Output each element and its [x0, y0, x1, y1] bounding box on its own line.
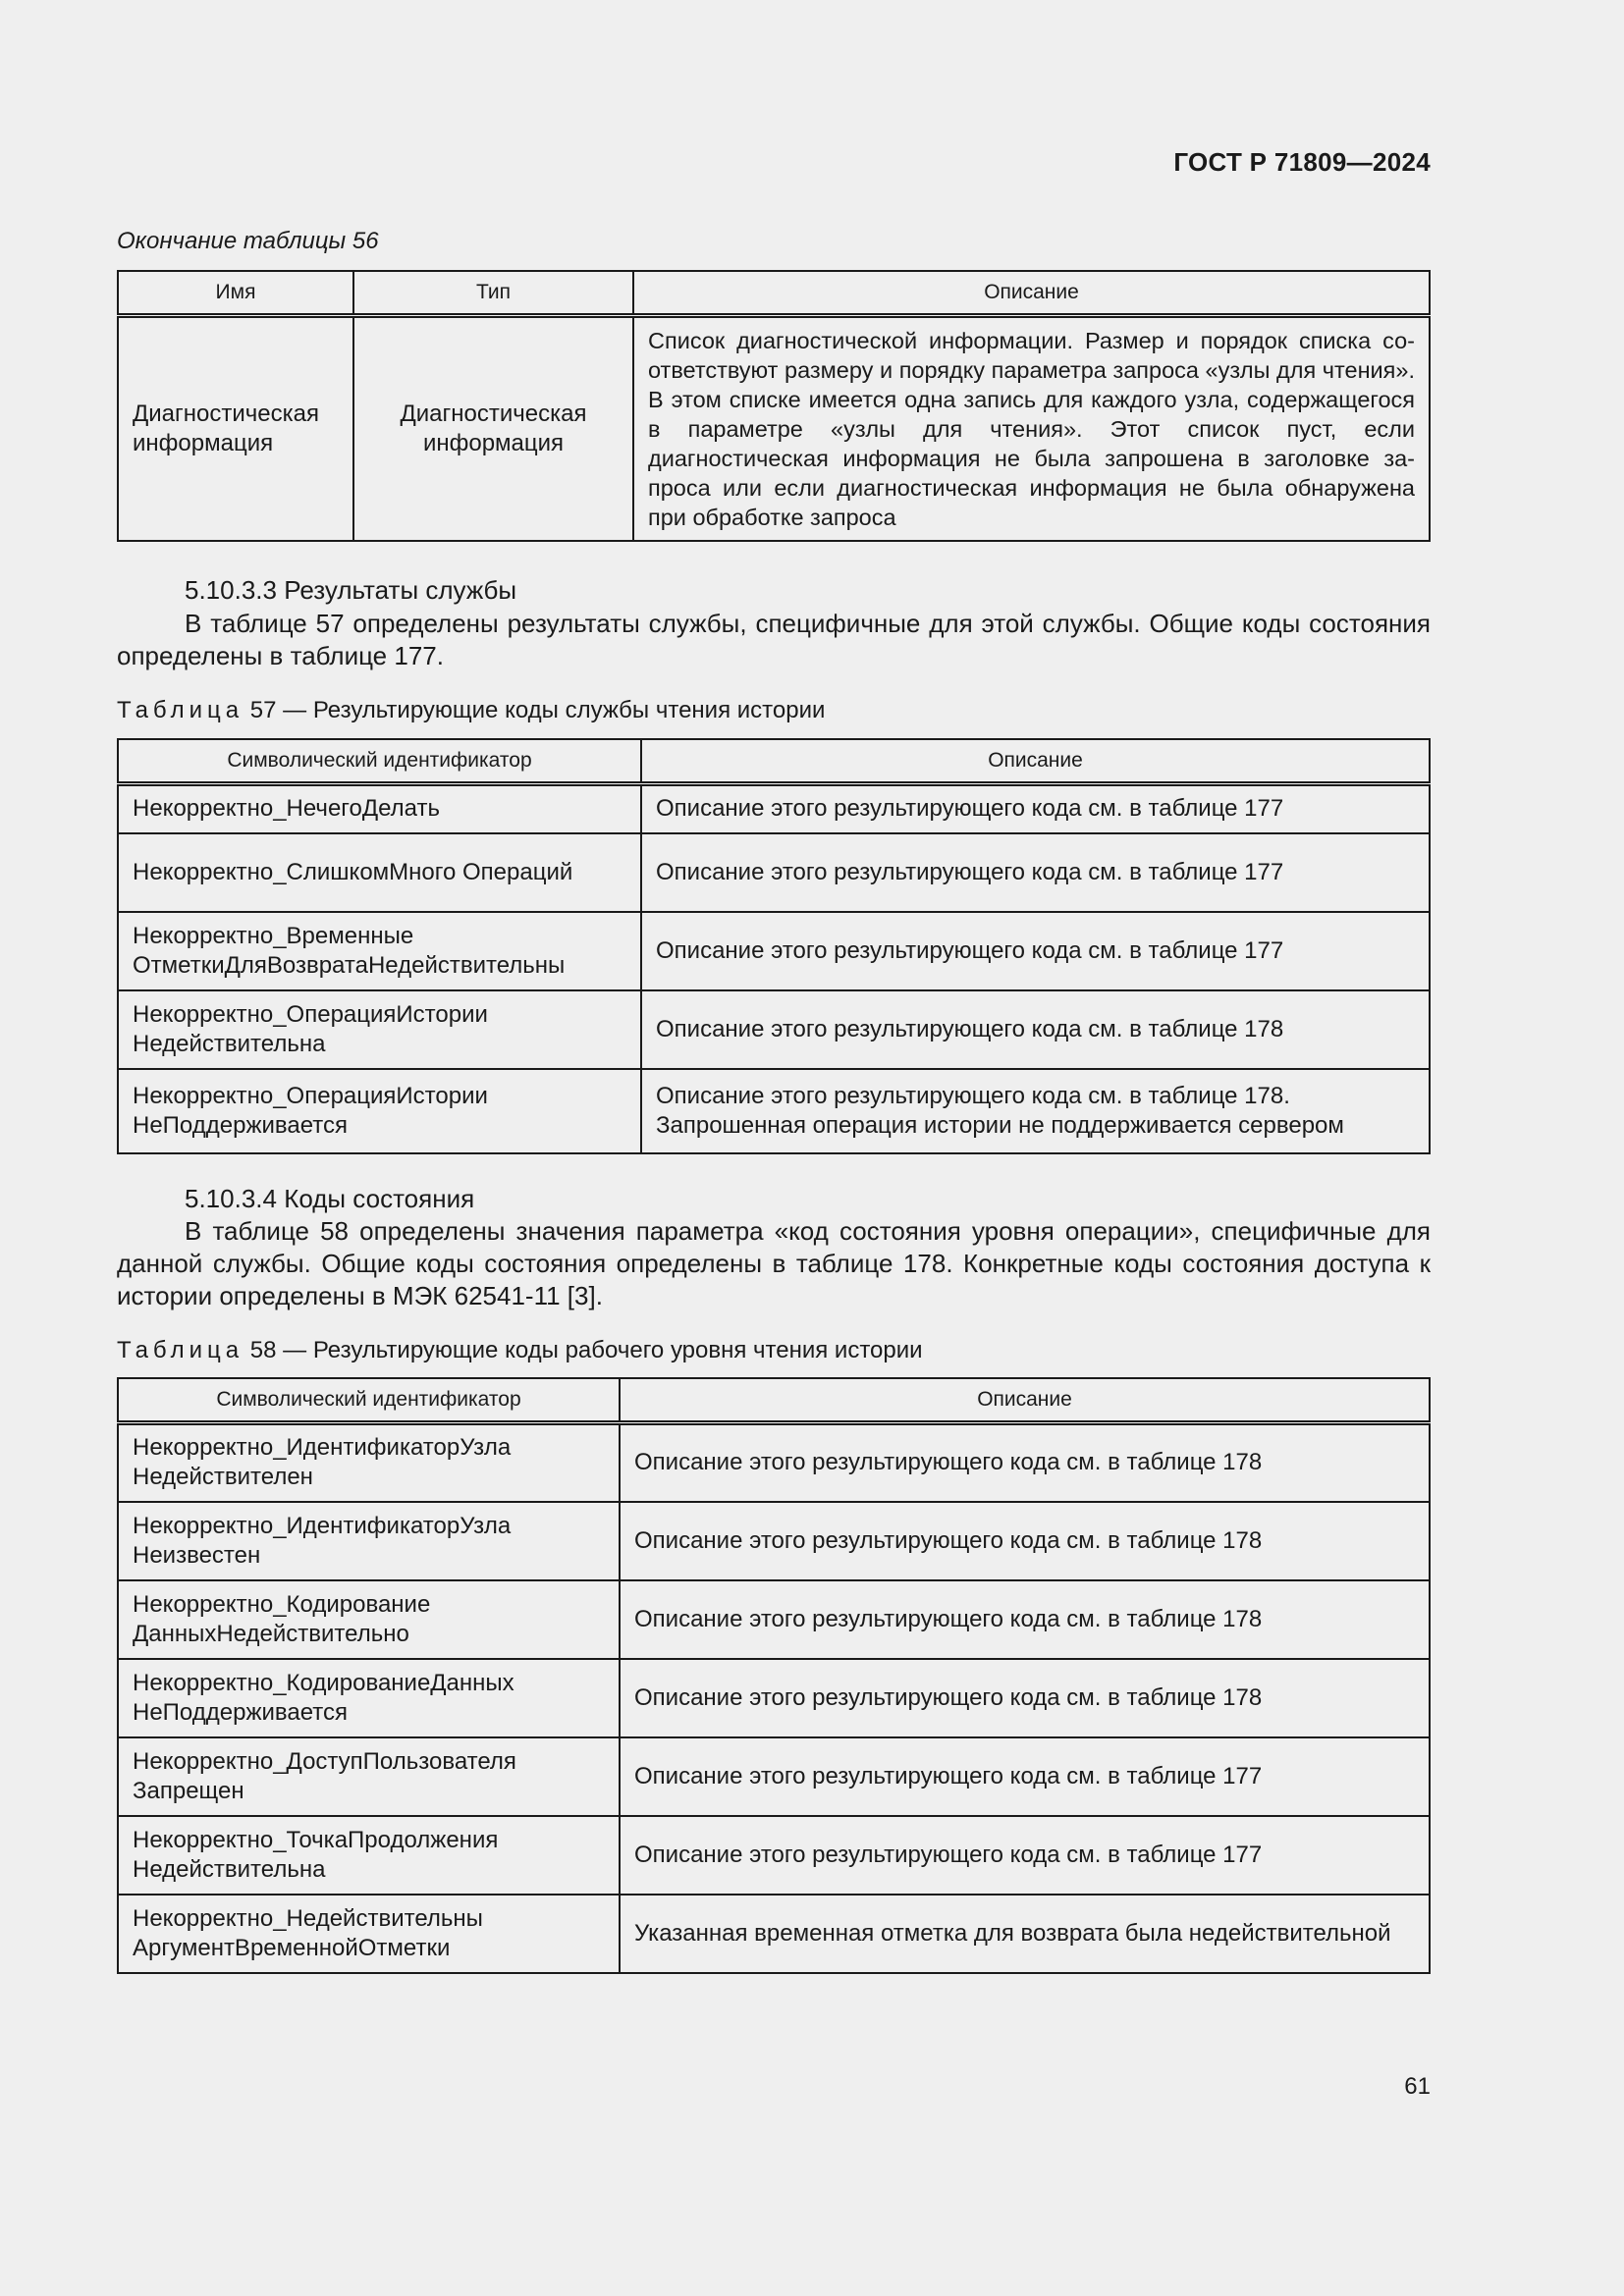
caption-label: Таблица: [117, 1337, 244, 1363]
table-row: [118, 1816, 1430, 1895]
column-header-identifier: Символический идентификатор: [118, 739, 641, 784]
section-heading-5-10-3-4: 5.10.3.4 Коды состояния: [185, 1184, 475, 1213]
table-row: [118, 833, 1430, 912]
table-row: [118, 990, 1430, 1069]
cell-identifier: Некорректно_Кодирование ДанныхНедействительно: [118, 1580, 620, 1659]
table-row: [118, 316, 1430, 542]
cell-description: Описание этого результирующего кода см. в таблице 178: [620, 1502, 1430, 1580]
cell-name: Диагностическая информация: [118, 316, 353, 542]
cell-description: Описание этого результирующего кода см. в таблице 178: [620, 1659, 1430, 1737]
cell-identifier: Некорректно_ОперацияИстории Недействительна: [118, 990, 641, 1069]
table-row: [118, 1737, 1430, 1816]
table-row: [118, 1423, 1430, 1502]
table-row: [118, 1069, 1430, 1153]
column-header-name: Имя: [118, 271, 353, 316]
table-header-row: [118, 1378, 1430, 1423]
cell-description: Описание этого результирующего кода см. в таблице 178: [641, 990, 1430, 1069]
column-header-description: Описание: [633, 271, 1430, 316]
cell-identifier: Некорректно_ДоступПользователя Запрещен: [118, 1737, 620, 1816]
column-header-identifier: Символический идентификатор: [118, 1378, 620, 1423]
table-56: [117, 270, 1431, 542]
table-row: [118, 1895, 1430, 1973]
cell-description: Указанная временная отметка для возврата была недействительной: [620, 1895, 1430, 1973]
table-header-row: [118, 271, 1430, 316]
table58-caption: [117, 1337, 923, 1364]
table-row: [118, 912, 1430, 990]
table-header-row: [118, 739, 1430, 784]
section-paragraph-5-10-3-4: В таблице 58 определены значения параметра «код состояния уровня операции», специфичные для данной службы. Общие коды состояния определены в таблице 178. Конкретные коды состояния доступа к истории определены в МЭК 62541-11 [3].: [117, 1216, 1431, 1310]
caption-text: 58 — Результирующие коды рабочего уровня чтения истории: [249, 1337, 923, 1363]
section-heading-5-10-3-3: 5.10.3.3 Результаты службы: [185, 575, 517, 605]
cell-identifier: Некорректно_НечегоДелать: [118, 784, 641, 833]
cell-identifier: Некорректно_ОперацияИстории НеПоддерживается: [118, 1069, 641, 1153]
column-header-description: Описание: [620, 1378, 1430, 1423]
caption-text: 57 — Результирующие коды службы чтения истории: [249, 697, 826, 723]
table-58: [117, 1377, 1431, 1974]
cell-identifier: Некорректно_ТочкаПродолжения Недействительна: [118, 1816, 620, 1895]
column-header-type: Тип: [353, 271, 633, 316]
cell-type: Диагностическая информация: [353, 316, 633, 542]
table-row: [118, 1580, 1430, 1659]
cell-description: Описание этого результирующего кода см. в таблице 177: [620, 1816, 1430, 1895]
cell-identifier: Некорректно_КодированиеДанных НеПоддерживается: [118, 1659, 620, 1737]
cell-description: Список диагностической информации. Размер и порядок списка соответствуют размеру и порядку параметра запроса «узлы для чтения». В этом списке имеется одна запись для каждого узла, содержащегося в параметре «узлы для чтения». Этот список пуст, если диагностическая информация не была запрошена в заголовке запроса или если диагностическая информация не была обнаружена при обработке запроса: [633, 316, 1430, 542]
table56-continuation-label: Окончание таблицы 56: [117, 228, 379, 254]
cell-description: Описание этого результирующего кода см. в таблице 177: [620, 1737, 1430, 1816]
cell-identifier: Некорректно_Временные ОтметкиДляВозвратаНедействительны: [118, 912, 641, 990]
table-row: [118, 1659, 1430, 1737]
cell-description: Описание этого результирующего кода см. в таблице 177: [641, 912, 1430, 990]
cell-identifier: Некорректно_Недействительны АргументВременнойОтметки: [118, 1895, 620, 1973]
table-57: [117, 738, 1431, 1154]
page-number: 61: [1404, 2073, 1431, 2100]
cell-identifier: Некорректно_СлишкомМного Операций: [118, 833, 641, 912]
cell-description: Описание этого результирующего кода см. в таблице 178. Запрошенная операция истории не поддерживается сервером: [641, 1069, 1430, 1153]
table-row: [118, 1502, 1430, 1580]
section-paragraph-5-10-3-3: В таблице 57 определены результаты службы, специфичные для этой службы. Общие коды состояния определены в таблице 177.: [117, 609, 1431, 670]
cell-description: Описание этого результирующего кода см. в таблице 178: [620, 1580, 1430, 1659]
cell-description: Описание этого результирующего кода см. в таблице 177: [641, 784, 1430, 833]
table57-caption: [117, 697, 825, 724]
cell-identifier: Некорректно_ИдентификаторУзла Неизвестен: [118, 1502, 620, 1580]
cell-description: Описание этого результирующего кода см. в таблице 178: [620, 1423, 1430, 1502]
cell-description: Описание этого результирующего кода см. в таблице 177: [641, 833, 1430, 912]
column-header-description: Описание: [641, 739, 1430, 784]
cell-identifier: Некорректно_ИдентификаторУзла Недействителен: [118, 1423, 620, 1502]
table-row: [118, 784, 1430, 833]
standard-designation: ГОСТ Р 71809—2024: [1173, 147, 1431, 177]
caption-label: Таблица: [117, 697, 244, 723]
